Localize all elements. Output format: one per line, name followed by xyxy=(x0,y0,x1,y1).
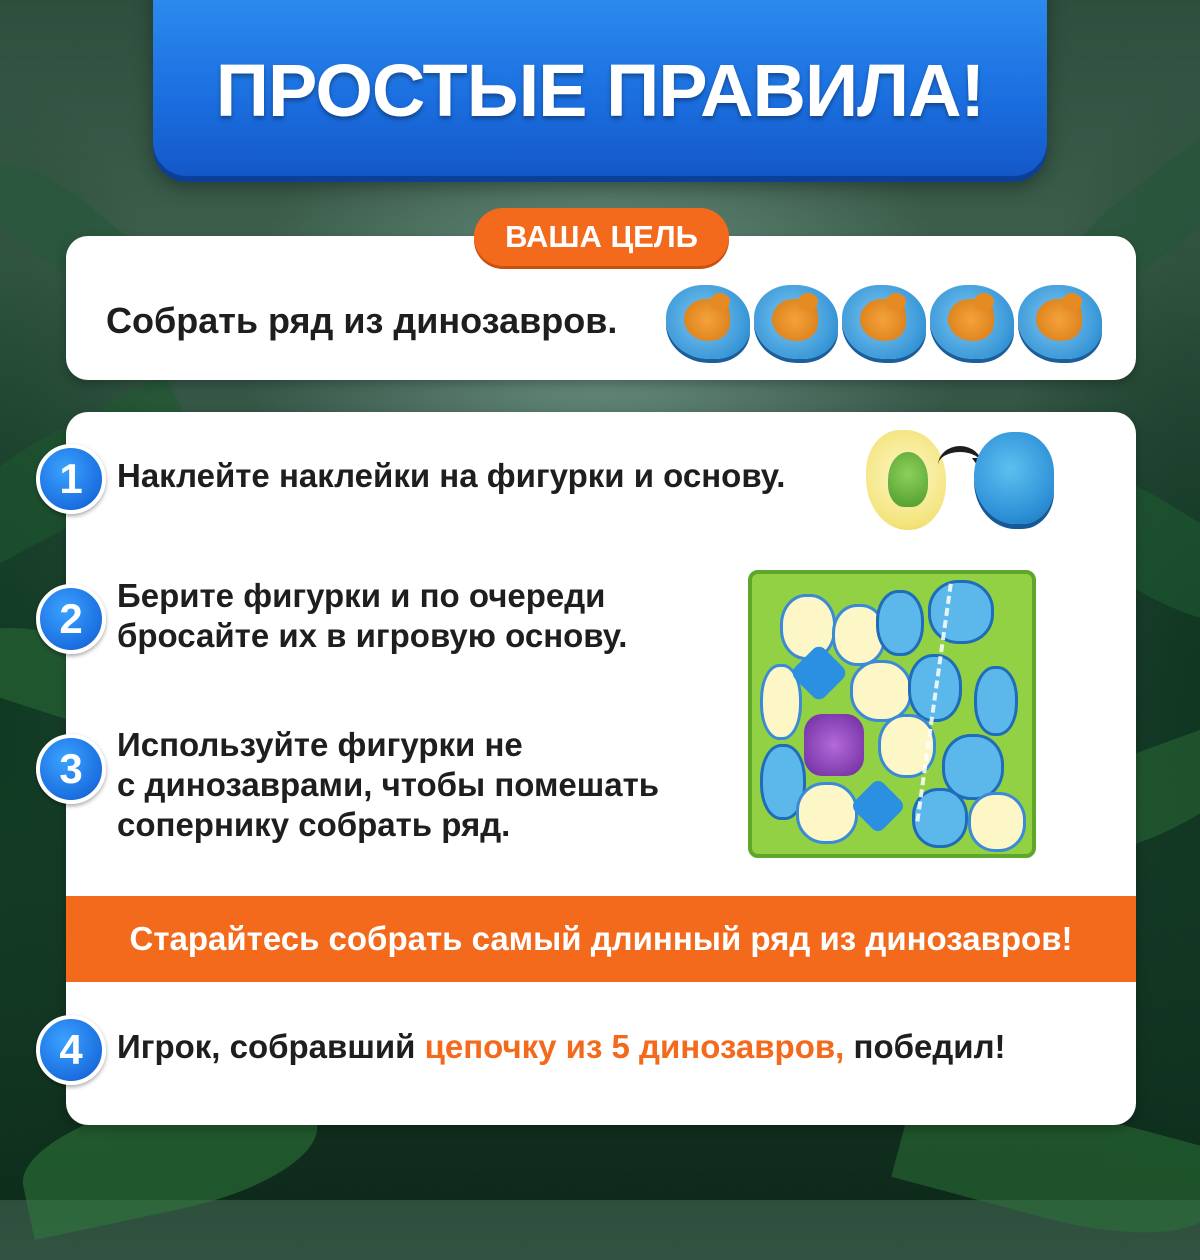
step-4-suffix: победил! xyxy=(844,1028,1006,1065)
tip-banner: Старайтесь собрать самый длинный ряд из динозавров! xyxy=(66,896,1136,982)
board-piece xyxy=(876,590,924,656)
step-number-1: 1 xyxy=(36,444,106,514)
page-title: ПРОСТЫЕ ПРАВИЛА! xyxy=(215,49,985,132)
dino-token-icon xyxy=(1018,285,1102,359)
blue-base-piece-icon xyxy=(974,432,1054,524)
step-4-highlight: цепочку из 5 динозавров, xyxy=(424,1028,845,1065)
step-4-text xyxy=(117,1027,1006,1067)
step-2-line-2: бросайте их в игровую основу. xyxy=(117,617,628,654)
step-2-line-1: Берите фигурки и по очереди xyxy=(117,577,606,614)
board-piece xyxy=(850,778,907,835)
dino-token-icon xyxy=(842,285,926,359)
board-piece xyxy=(780,594,836,660)
step-number-4: 4 xyxy=(36,1015,106,1085)
step-number-2: 2 xyxy=(36,584,106,654)
game-board-image xyxy=(748,570,1036,858)
goal-text: Собрать ряд из динозавров. xyxy=(106,300,618,341)
step-1-text: Наклейте наклейки на фигурки и основу. xyxy=(117,457,786,494)
goal-badge: ВАША ЦЕЛЬ xyxy=(474,208,729,266)
board-piece xyxy=(796,782,858,844)
sticker-figure-icon xyxy=(866,430,946,530)
step-3-line-1: Используйте фигурки не xyxy=(117,726,523,763)
step-4-prefix: Игрок, собравший xyxy=(117,1028,425,1065)
step-3-text xyxy=(117,725,659,845)
step-3-line-3: сопернику собрать ряд. xyxy=(117,806,511,843)
dino-token-icon xyxy=(930,285,1014,359)
board-piece xyxy=(974,666,1018,736)
board-piece xyxy=(968,792,1026,852)
board-piece xyxy=(804,714,864,776)
board-piece xyxy=(850,660,912,722)
step-2-text xyxy=(117,576,627,656)
dino-token-icon xyxy=(754,285,838,359)
step-number-3: 3 xyxy=(36,734,106,804)
dino-token-icon xyxy=(666,285,750,359)
step-3-line-2: с динозаврами, чтобы помешать xyxy=(117,766,660,803)
